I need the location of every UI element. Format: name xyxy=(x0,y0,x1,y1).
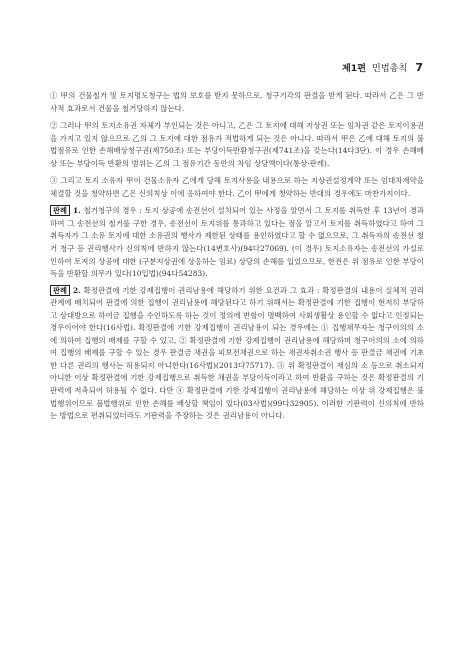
case-text: 확정판결에 기한 강제집행이 권리남용에 해당하기 위한 요건과 그 효과 : 확정판결의 내용이 실체적 권리관계에 배치되어 판결에 의한 집행이 권리남용에 해당된다고 하기 위해서는 확정판결에 기한 집행이 현저히 부당하고 상대방으로 하여금 집행을 수인하도록 하는 것이 정의에 반함이 명백하여 사회생활상 용인할 수 없다고 인정되는 경우이어야 한다(16사법). 확정판결에 기한 강제집행이 권리남용이 되는 경우에는 ① 집행채무자는 청구이의의 소에 의하여 집행의 배제를 구할 수 있고, ② 확정판결에 기한 강제집행이 권리남용에 해당하며 청구이의의 소에 의하여 집행의 배제를 구할 수 있는 경우 판결금 채권을 피보전채권으로 하는 채권자취소권 행사 등 판결금 채권에 기초한 다른 권리의 행사는 허용되지 아니한다(16사법)(2013다75717). ③ 위 확정판결이 재심의 소 등으로 취소되지 아니한 이상 확정판결에 기한 강제집행으로 취득한 채권을 부당이득이라고 하여 반환을 구하는 것은 확정판결의 기판력에 저촉되어 허용될 수 없다. 다만 ④ 확정판결에 기한 강제집행이 권리남용에 해당하는 이상 위 강제집행은 불법행위이므로 불법행위로 인한 손해를 배상할 책임이 있다(03사법)(99다32905). 이러한 기판력이 신의칙에 반하는 방법으로 편취되었더라도 기판력을 주장하는 것은 권리남용이 아니다. xyxy=(50,285,424,421)
chapter-label: 제1편 xyxy=(341,63,366,74)
case-text: 철거청구의 경우 : 토지 상공에 송전선이 설치되어 있는 사정을 알면서 그 토지를 취득한 후 13년이 경과하여 그 송전선의 철거를 구한 경우, 송전선이 토지위를 통과하고 있다는 점을 알고서 토지를 취득하였다고 하여 그 취득자가 그 소유 토지에 대한 소유권의 행사가 제한된 상태를 용인하였다고 할 수 없으므로, 그 취득자의 송전선 철거 청구 등 권리행사가 신의칙에 반하지 않는다(14변호사)(94다27069). (이 경우) 토지소유자는 송전선의 가설로 인하여 토지의 상공에 대한 (구분지상권에 상응하는 임료) 상당의 손해를 입었으므로, 한전은 위 점유로 인한 부당이득을 반환할 의무가 있다(10입법)(94다54283). xyxy=(50,206,424,279)
case-label-box: 판례 xyxy=(50,205,70,216)
case-label-box: 판례 xyxy=(50,285,70,296)
paragraph: ② 그러나 甲의 토지소유권 자체가 부인되는 것은 아니고, 乙은 그 토지에 대해 지상권 또는 임차권 같은 토지이용권을 가지고 있지 않으므로 乙의 그 토지에 대한 점유가 적법하게 되는 것은 아니다. 따라서 甲은 乙에 대해 토지의 불법점유로 인한 손해배상청구권(제750조) 또는 부당이득반환청구권(제741조)을 갖는다(14다3단). 이 경우 손해배상 또는 부당이득 반환의 범위는 乙의 그 점유기간 동안의 차임 상당액이다(통상·판례). xyxy=(50,121,424,168)
section-label: 민법총칙 xyxy=(371,63,408,74)
case-block xyxy=(50,205,424,422)
paragraph: ① 甲의 건물철거 및 토지명도청구는 법의 보호를 받지 못하므로, 청구기각의 판결을 받게 된다. 따라서 乙은 그 반사적 효과로서 건물을 철거당하지 않는다. xyxy=(50,91,424,113)
case-number: 2. xyxy=(73,285,81,295)
page-header xyxy=(342,60,423,74)
case-paragraph xyxy=(50,205,424,280)
case-number: 1. xyxy=(73,206,81,216)
body-text xyxy=(50,90,424,427)
case-paragraph xyxy=(50,285,424,423)
paragraph: ③ 그리고 토지 소유자 甲이 건물소유자 乙에게 당해 토지사용을 내용으로 하는 지상권설정계약 또는 임대차계약을 체결할 것을 청약하면 乙은 신의칙상 이에 응하여야 한다. 乙이 甲에게 청약하는 반대의 경우에도 마찬가지이다. xyxy=(50,176,424,198)
page-number: 7 xyxy=(415,61,423,74)
